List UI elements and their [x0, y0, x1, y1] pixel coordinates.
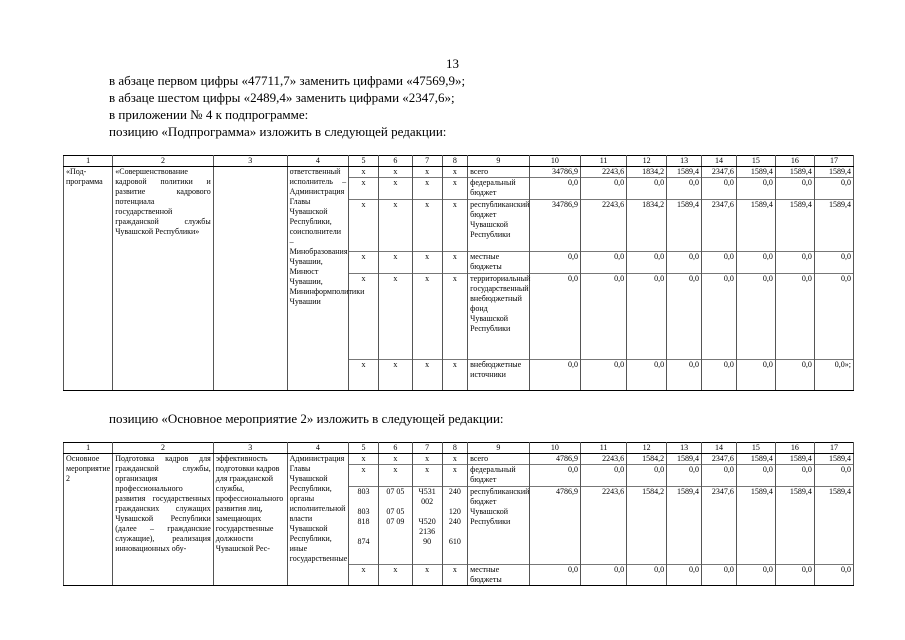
subprogram-table-body [64, 156, 854, 391]
code-cell: x [378, 200, 412, 252]
header-cell: 14 [702, 443, 737, 454]
value-cell: 2347,6 [702, 200, 737, 252]
header-cell: 15 [736, 156, 775, 167]
header-cell: 11 [581, 156, 627, 167]
value-cell: 1589,4 [775, 167, 814, 178]
subprogram-table [63, 155, 854, 391]
header-cell: 16 [775, 156, 814, 167]
page-number: 13 [446, 56, 459, 71]
value-cell: 0,0 [775, 252, 814, 274]
value-cell: 2243,6 [581, 454, 627, 465]
cell-col2: Подготовка кадров для гражданской службы, организация профессионального развития государственных гражданских служащих Чувашской Республики (далее – гражданские служащие), реализация инновационных обу- [113, 454, 214, 586]
value-cell: 0,0 [814, 465, 853, 487]
value-cell: 0,0 [814, 274, 853, 360]
value-cell: 1584,2 [627, 487, 667, 565]
header-cell: 5 [349, 156, 379, 167]
value-cell: 0,0 [775, 565, 814, 586]
value-cell: 0,0 [702, 252, 737, 274]
code-cell: x [378, 465, 412, 487]
code-cell: x [378, 274, 412, 360]
source-cell: территориальный государственный внебюджетный фонд Чувашской Республики [468, 274, 530, 360]
value-cell: 1589,4 [736, 200, 775, 252]
code-cell: x [378, 454, 412, 465]
cell-col1: Основное мероприятие 2 [64, 454, 113, 586]
header-cell: 13 [667, 156, 702, 167]
value-cell: 1834,2 [627, 167, 667, 178]
value-cell: 2347,6 [702, 167, 737, 178]
value-cell: 1589,4 [736, 487, 775, 565]
header-cell: 16 [775, 443, 814, 454]
cell-col3 [213, 167, 287, 391]
value-cell: 0,0 [581, 465, 627, 487]
code-cell: x [412, 178, 442, 200]
code-cell: x [378, 252, 412, 274]
header-cell: 3 [213, 443, 287, 454]
code-cell: x [412, 454, 442, 465]
value-cell: 0,0 [529, 274, 580, 360]
value-cell: 0,0»; [814, 360, 853, 391]
header-cell: 5 [349, 443, 379, 454]
value-cell: 0,0 [529, 360, 580, 391]
code-cell: x [349, 200, 379, 252]
header-cell: 8 [442, 156, 468, 167]
code-cell: x [442, 178, 468, 200]
intro-line: в абзаце первом цифры «47711,7» заменить цифрами «47569,9»; [109, 73, 466, 88]
header-cell: 9 [468, 443, 530, 454]
value-cell: 1589,4 [736, 454, 775, 465]
intro-paragraphs [109, 72, 465, 140]
value-cell: 0,0 [529, 252, 580, 274]
header-cell: 11 [581, 443, 627, 454]
header-cell: 4 [287, 443, 349, 454]
value-cell: 0,0 [627, 360, 667, 391]
header-cell: 4 [287, 156, 349, 167]
value-cell: 0,0 [667, 178, 702, 200]
header-cell: 8 [442, 443, 468, 454]
cell-col4: Администрация Главы Чувашской Республики, органы исполнительной власти Чувашской Республики, иные государственные [287, 454, 349, 586]
code-cell: x [349, 274, 379, 360]
value-cell: 2243,6 [581, 487, 627, 565]
code-cell: x [349, 465, 379, 487]
code-cell: 07 05 07 05 07 09 [378, 487, 412, 565]
value-cell: 0,0 [581, 565, 627, 586]
value-cell: 0,0 [627, 178, 667, 200]
main-activity-table-body [64, 443, 854, 586]
main-activity-table [63, 442, 854, 586]
header-cell: 6 [378, 156, 412, 167]
value-cell: 1589,4 [667, 487, 702, 565]
header-cell: 9 [468, 156, 530, 167]
value-cell: 1589,4 [775, 200, 814, 252]
source-cell: республиканский бюджет Чувашской Республики [468, 200, 530, 252]
header-cell: 2 [113, 156, 214, 167]
code-cell: x [349, 252, 379, 274]
value-cell: 1589,4 [814, 167, 853, 178]
header-cell: 14 [702, 156, 737, 167]
code-cell: x [349, 167, 379, 178]
value-cell: 34786,9 [529, 200, 580, 252]
value-cell: 1589,4 [814, 487, 853, 565]
source-cell: всего [468, 167, 530, 178]
value-cell: 2243,6 [581, 167, 627, 178]
value-cell: 0,0 [702, 465, 737, 487]
code-cell: x [349, 565, 379, 586]
value-cell: 2347,6 [702, 487, 737, 565]
code-cell: Ч531 002 Ч520 2136 90 [412, 487, 442, 565]
code-cell: x [378, 178, 412, 200]
code-cell: x [412, 200, 442, 252]
value-cell: 0,0 [736, 252, 775, 274]
intro-line: в абзаце шестом цифры «2489,4» заменить цифрами «2347,6»; [109, 90, 455, 105]
code-cell: x [442, 167, 468, 178]
table-row [64, 454, 854, 465]
value-cell: 0,0 [702, 274, 737, 360]
value-cell: 4786,9 [529, 454, 580, 465]
header-cell: 13 [667, 443, 702, 454]
value-cell: 0,0 [667, 252, 702, 274]
header-cell: 10 [529, 443, 580, 454]
value-cell: 1589,4 [814, 454, 853, 465]
value-cell: 0,0 [736, 465, 775, 487]
code-cell: x [349, 454, 379, 465]
code-cell: 240 120 240 610 [442, 487, 468, 565]
intro-line: позицию «Подпрограмма» изложить в следующей редакции: [109, 124, 447, 139]
value-cell: 0,0 [702, 360, 737, 391]
header-cell: 15 [736, 443, 775, 454]
code-cell: x [349, 360, 379, 391]
header-cell: 17 [814, 443, 853, 454]
header-row [64, 443, 854, 454]
cell-col2: «Совершенствование кадровой политики и развитие кадрового потенциала государственной гражданской службы Чувашской Республики» [113, 167, 214, 391]
code-cell: x [412, 565, 442, 586]
value-cell: 0,0 [814, 565, 853, 586]
value-cell: 4786,9 [529, 487, 580, 565]
value-cell: 0,0 [627, 252, 667, 274]
source-cell: федеральный бюджет [468, 465, 530, 487]
code-cell: x [412, 465, 442, 487]
cell-col3: эффективность подготовки кадров для гражданской службы, профессионального развития лиц, замещающих государственные должности Чувашской Рес- [213, 454, 287, 586]
value-cell: 0,0 [775, 274, 814, 360]
value-cell: 0,0 [702, 565, 737, 586]
value-cell: 1589,4 [667, 200, 702, 252]
value-cell: 0,0 [775, 178, 814, 200]
code-cell: x [442, 454, 468, 465]
header-cell: 2 [113, 443, 214, 454]
value-cell: 1589,4 [667, 167, 702, 178]
code-cell: x [442, 274, 468, 360]
value-cell: 0,0 [529, 465, 580, 487]
value-cell: 0,0 [627, 565, 667, 586]
table-row [64, 167, 854, 178]
value-cell: 0,0 [667, 360, 702, 391]
code-cell: x [412, 252, 442, 274]
value-cell: 2243,6 [581, 200, 627, 252]
code-cell: x [442, 465, 468, 487]
code-cell: x [442, 565, 468, 586]
code-cell: x [412, 167, 442, 178]
code-cell: x [378, 167, 412, 178]
cell-col4: ответственный исполнитель – Администрация Главы Чувашской Республики, соисполнители – Минобразования Чувашии, Минюст Чувашии, Мининформполитики Чувашии [287, 167, 349, 391]
value-cell: 0,0 [627, 274, 667, 360]
intro-line: в приложении № 4 к подпрограмме: [109, 107, 309, 122]
value-cell: 0,0 [814, 252, 853, 274]
value-cell: 1584,2 [627, 454, 667, 465]
value-cell: 0,0 [814, 178, 853, 200]
value-cell: 0,0 [667, 465, 702, 487]
value-cell: 1834,2 [627, 200, 667, 252]
source-cell: всего [468, 454, 530, 465]
source-cell: местные бюджеты [468, 565, 530, 586]
value-cell: 1589,4 [814, 200, 853, 252]
header-row [64, 156, 854, 167]
code-cell: x [378, 565, 412, 586]
source-cell: республиканский бюджет Чувашской Республики [468, 487, 530, 565]
source-cell: федеральный бюджет [468, 178, 530, 200]
second-heading: позицию «Основное мероприятие 2» изложить в следующей редакции: [109, 411, 504, 426]
code-cell: x [442, 200, 468, 252]
code-cell: 803 803 818 874 [349, 487, 379, 565]
source-cell: внебюджетные источники [468, 360, 530, 391]
value-cell: 0,0 [736, 178, 775, 200]
value-cell: 0,0 [775, 465, 814, 487]
header-cell: 3 [213, 156, 287, 167]
value-cell: 0,0 [581, 360, 627, 391]
header-cell: 1 [64, 443, 113, 454]
value-cell: 0,0 [581, 274, 627, 360]
header-cell: 17 [814, 156, 853, 167]
value-cell: 0,0 [627, 465, 667, 487]
value-cell: 0,0 [736, 565, 775, 586]
value-cell: 1589,4 [736, 167, 775, 178]
header-cell: 7 [412, 156, 442, 167]
value-cell: 0,0 [667, 274, 702, 360]
code-cell: x [378, 360, 412, 391]
header-cell: 12 [627, 156, 667, 167]
value-cell: 0,0 [736, 360, 775, 391]
value-cell: 0,0 [702, 178, 737, 200]
code-cell: x [442, 360, 468, 391]
value-cell: 1589,4 [667, 454, 702, 465]
value-cell: 1589,4 [775, 487, 814, 565]
code-cell: x [412, 274, 442, 360]
value-cell: 0,0 [581, 252, 627, 274]
header-cell: 6 [378, 443, 412, 454]
value-cell: 0,0 [529, 178, 580, 200]
value-cell: 0,0 [736, 274, 775, 360]
value-cell: 0,0 [529, 565, 580, 586]
header-cell: 7 [412, 443, 442, 454]
value-cell: 34786,9 [529, 167, 580, 178]
value-cell: 0,0 [667, 565, 702, 586]
code-cell: x [442, 252, 468, 274]
header-cell: 10 [529, 156, 580, 167]
code-cell: x [412, 360, 442, 391]
header-cell: 1 [64, 156, 113, 167]
value-cell: 1589,4 [775, 454, 814, 465]
value-cell: 0,0 [775, 360, 814, 391]
value-cell: 2347,6 [702, 454, 737, 465]
header-cell: 12 [627, 443, 667, 454]
source-cell: местные бюджеты [468, 252, 530, 274]
value-cell: 0,0 [581, 178, 627, 200]
code-cell: x [349, 178, 379, 200]
cell-col1: «Под-программа [64, 167, 113, 391]
